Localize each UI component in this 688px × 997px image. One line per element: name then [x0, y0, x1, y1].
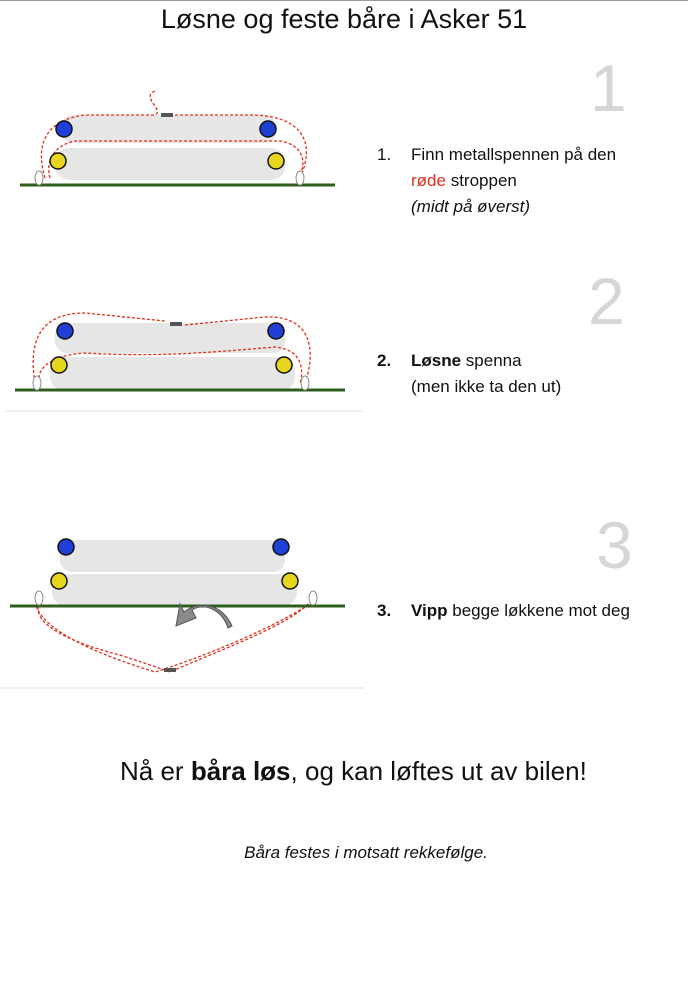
- yellow-wheel-right: [268, 153, 284, 169]
- step-2-illustration: [5, 295, 363, 413]
- blue-wheel-left: [58, 539, 74, 555]
- metal-buckle: [161, 113, 173, 117]
- metal-buckle: [164, 668, 176, 672]
- stretcher-top-body: [60, 540, 285, 572]
- yellow-wheel-left: [51, 573, 67, 589]
- footer-note: Båra festes i motsatt rekkefølge.: [244, 843, 488, 862]
- step-1-line1: Finn metallspennen på den: [411, 145, 617, 164]
- step-3-label: 3.: [377, 601, 392, 620]
- page-title: Løsne og feste båre i Asker 51: [160, 4, 528, 34]
- yellow-wheel-right: [282, 573, 298, 589]
- summary-pre: Nå er: [120, 756, 191, 786]
- stretcher-bottom-body: [50, 357, 295, 391]
- step-1-red-word: røde: [411, 171, 446, 190]
- metal-buckle: [170, 322, 182, 326]
- step-1-illustration: [15, 85, 345, 195]
- step-1-line2-rest: stroppen: [445, 171, 517, 190]
- step-1-line3: (midt på øverst): [411, 197, 531, 216]
- step-1-text: [377, 142, 616, 220]
- step-3-illustration: [0, 530, 365, 690]
- blue-wheel-left: [56, 121, 72, 137]
- blue-wheel-right: [260, 121, 276, 137]
- blue-wheel-right: [273, 539, 289, 555]
- summary-post: , og kan løftes ut av bilen!: [290, 756, 587, 786]
- rotate-arrow-icon: [176, 604, 232, 628]
- stretcher-bottom-body: [52, 574, 297, 606]
- stretcher-bottom-body: [55, 148, 285, 180]
- step-3-big-number: 3: [596, 508, 633, 582]
- step-2-text: [377, 348, 561, 400]
- step-3-line1-rest: begge løkkene mot deg: [447, 601, 630, 620]
- anchor-loop-right: [309, 591, 317, 605]
- step-3-text: [377, 598, 630, 624]
- yellow-wheel-right: [276, 357, 292, 373]
- blue-wheel-left: [57, 323, 73, 339]
- step-1-label: 1.: [377, 145, 392, 164]
- step-2-big-number: 2: [588, 264, 625, 338]
- red-strap: [38, 602, 310, 672]
- step-2-line1-rest: spenna: [461, 351, 522, 370]
- step-1-big-number: 1: [590, 51, 627, 125]
- yellow-wheel-left: [50, 153, 66, 169]
- step-2-bold-word: Løsne: [411, 351, 462, 370]
- anchor-loop-left: [35, 171, 43, 185]
- step-3-bold-word: Vipp: [411, 601, 448, 620]
- anchor-loop-left: [33, 376, 41, 390]
- blue-wheel-right: [268, 323, 284, 339]
- stretcher-top-body: [61, 115, 276, 143]
- step-2-line2: (men ikke ta den ut): [411, 377, 562, 396]
- anchor-loop-right: [301, 376, 309, 390]
- summary-bold: båra løs: [190, 756, 291, 786]
- anchor-loop-right: [296, 171, 304, 185]
- top-border: [0, 0, 688, 1]
- red-strap-lower: [36, 602, 313, 672]
- anchor-loop-left: [35, 591, 43, 605]
- yellow-wheel-left: [51, 357, 67, 373]
- step-2-label: 2.: [377, 351, 392, 370]
- summary-statement: [120, 756, 587, 787]
